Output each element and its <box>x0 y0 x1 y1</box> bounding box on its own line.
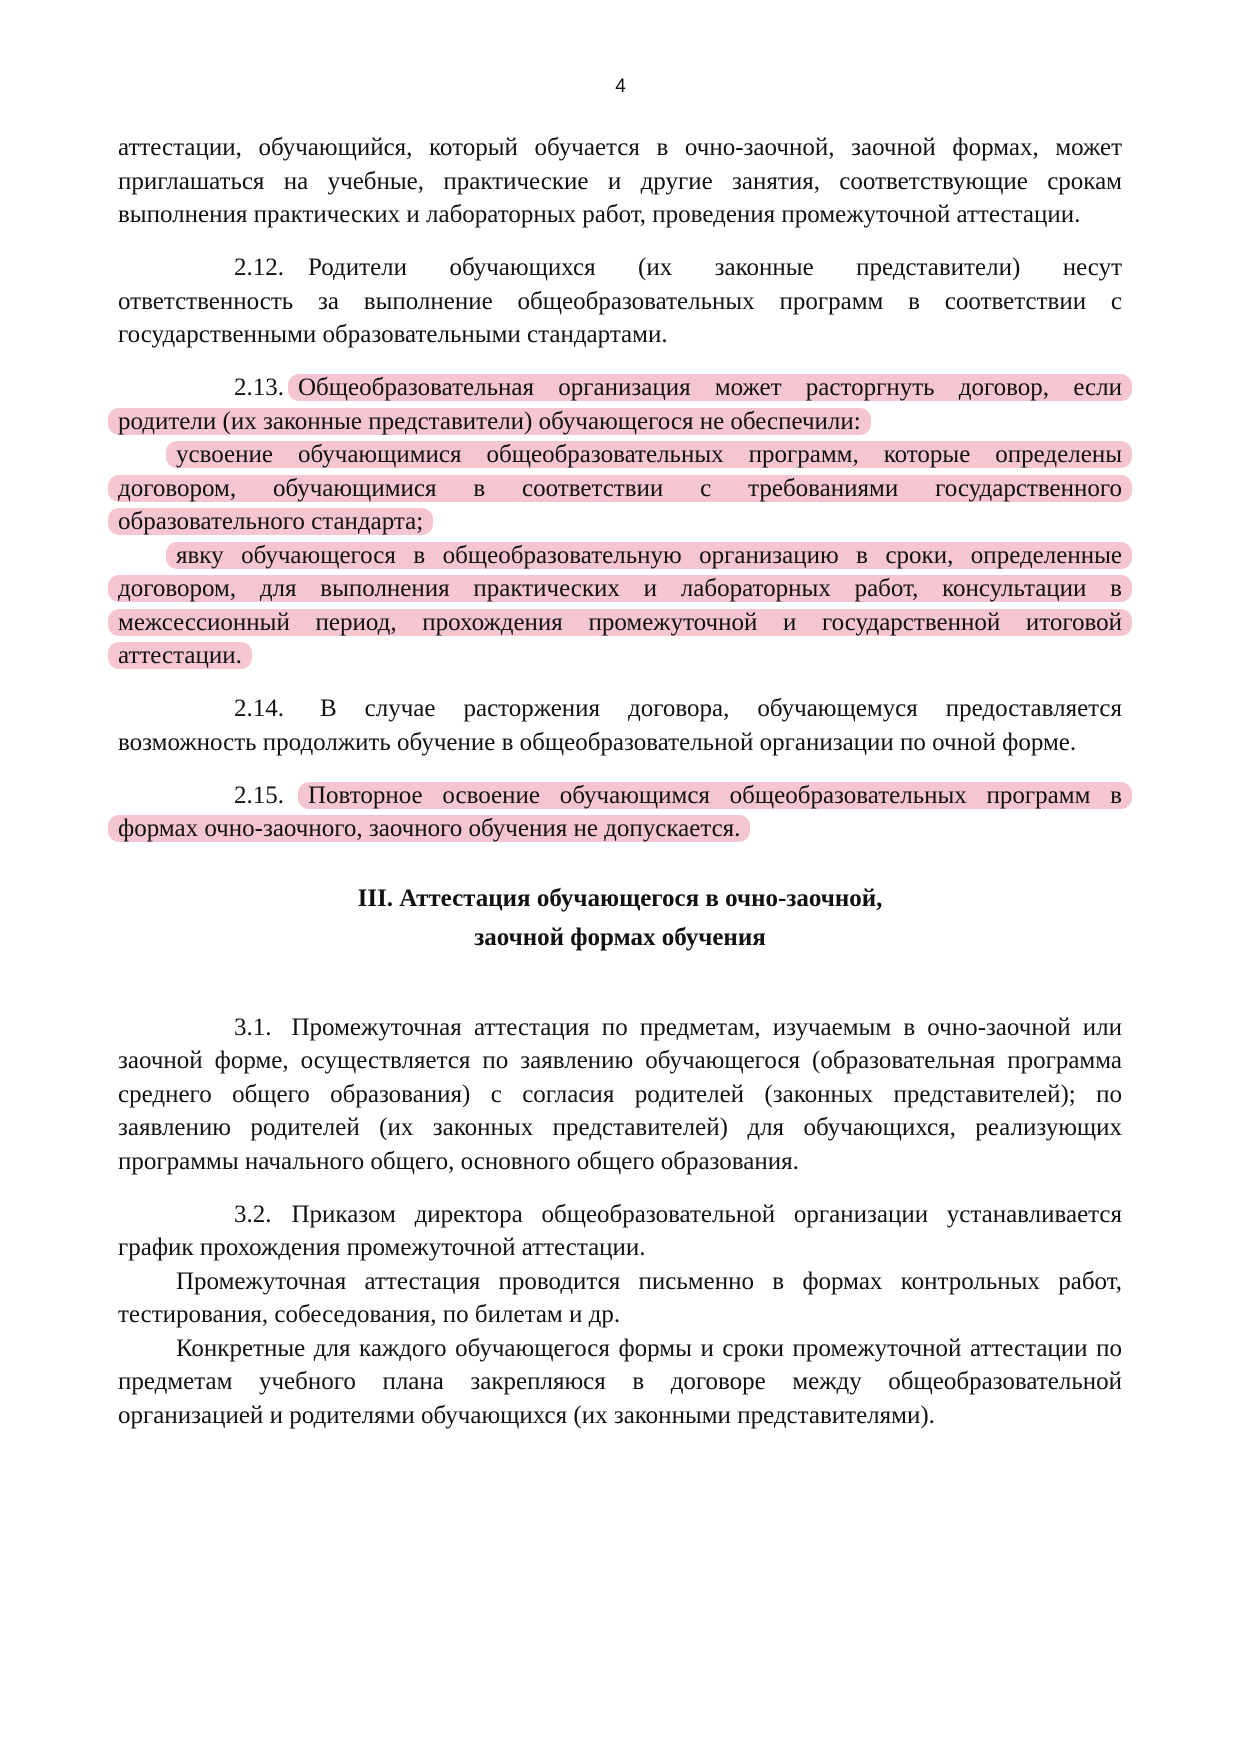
paragraph-3-2-c: Конкретные для каждого обучающегося формы и сроки промежуточной аттестации по предметам учебного плана закрепляюся в договоре между общеобразовательной организацией и родителями обучающихся (их законными представителями). <box>118 1334 1122 1429</box>
paragraph-3-1 <box>118 1011 1122 1179</box>
paragraph-2-13-item-a <box>118 438 1122 539</box>
paragraph-2-13-item-b <box>118 539 1122 673</box>
paragraph-text: Промежуточная аттестация по предметам, изучаемым в очно-заочной или заочной форме, осуществляется по заявлению обучающегося (образовательная программа среднего общего образования) с согласия родителей (законных представителей); по заявлению родителей (их законных представителей) для обучающихся, реализующих программы начального общего, основного общего образования. <box>118 1013 1122 1175</box>
paragraph-2-13 <box>118 371 1122 438</box>
paragraph-number: 2.12. <box>234 254 284 281</box>
paragraph-number: 3.1. <box>234 1013 272 1041</box>
highlighted-text: явку обучающегося в общеобразовательную организацию в сроки, определенные договором, для выполнения практических и лабораторных работ, консультации в межсессионный период, прохождения промежуточной и государственной итоговой аттестации. <box>108 542 1132 670</box>
paragraph-text: Родители обучающихся (их законные представители) несут ответственность за выполнение общеобразовательных программ в соответствии с государственными образовательными стандартами. <box>118 254 1122 348</box>
paragraph-2-12 <box>118 251 1122 352</box>
highlighted-text: усвоение обучающимися общеобразовательных программ, которые определены договором, обучающимися в соответствии с требованиями государственного образовательного стандарта; <box>108 441 1132 535</box>
paragraph-text: В случае расторжения договора, обучающемуся предоставляется возможность продолжить обучение в общеобразовательной организации по очной форме. <box>118 695 1122 756</box>
page-number: 4 <box>615 76 626 97</box>
paragraph-number: 2.14. <box>234 695 284 722</box>
paragraph-3-2-b: Промежуточная аттестация проводится письменно в формах контрольных работ, тестирования, собеседования, по билетам и др. <box>118 1267 1122 1328</box>
section-heading-line-2: заочной формах обучения <box>474 923 766 951</box>
section-heading <box>118 879 1122 957</box>
paragraph-2-15 <box>118 779 1122 846</box>
paragraph-text: Приказом директора общеобразовательной организации устанавливается график прохождения промежуточной аттестации. <box>118 1200 1122 1261</box>
paragraph-number: 2.13. <box>234 374 284 401</box>
highlighted-text: Повторное освоение обучающимся общеобразовательных программ в формах очно-заочного, заочного обучения не допускается. <box>108 782 1132 843</box>
paragraph-intro: аттестации, обучающийся, который обучается в очно-заочной, заочной формах, может приглашаться на учебные, практические и другие занятия, соответствующие срокам выполнения практических и лабораторных работ, проведения промежуточной аттестации. <box>118 134 1122 228</box>
highlighted-text: Общеобразовательная организация может расторгнуть договор, если родители (их законные представители) обучающегося не обеспечили: <box>108 374 1132 435</box>
paragraph-2-14 <box>118 692 1122 759</box>
paragraph-number: 3.2. <box>234 1200 272 1228</box>
paragraph-3-2 <box>118 1198 1122 1265</box>
document-body <box>118 131 1122 1432</box>
paragraph-number: 2.15. <box>234 781 284 809</box>
section-heading-line-1: III. Аттестация обучающегося в очно-заочной, <box>357 884 883 912</box>
